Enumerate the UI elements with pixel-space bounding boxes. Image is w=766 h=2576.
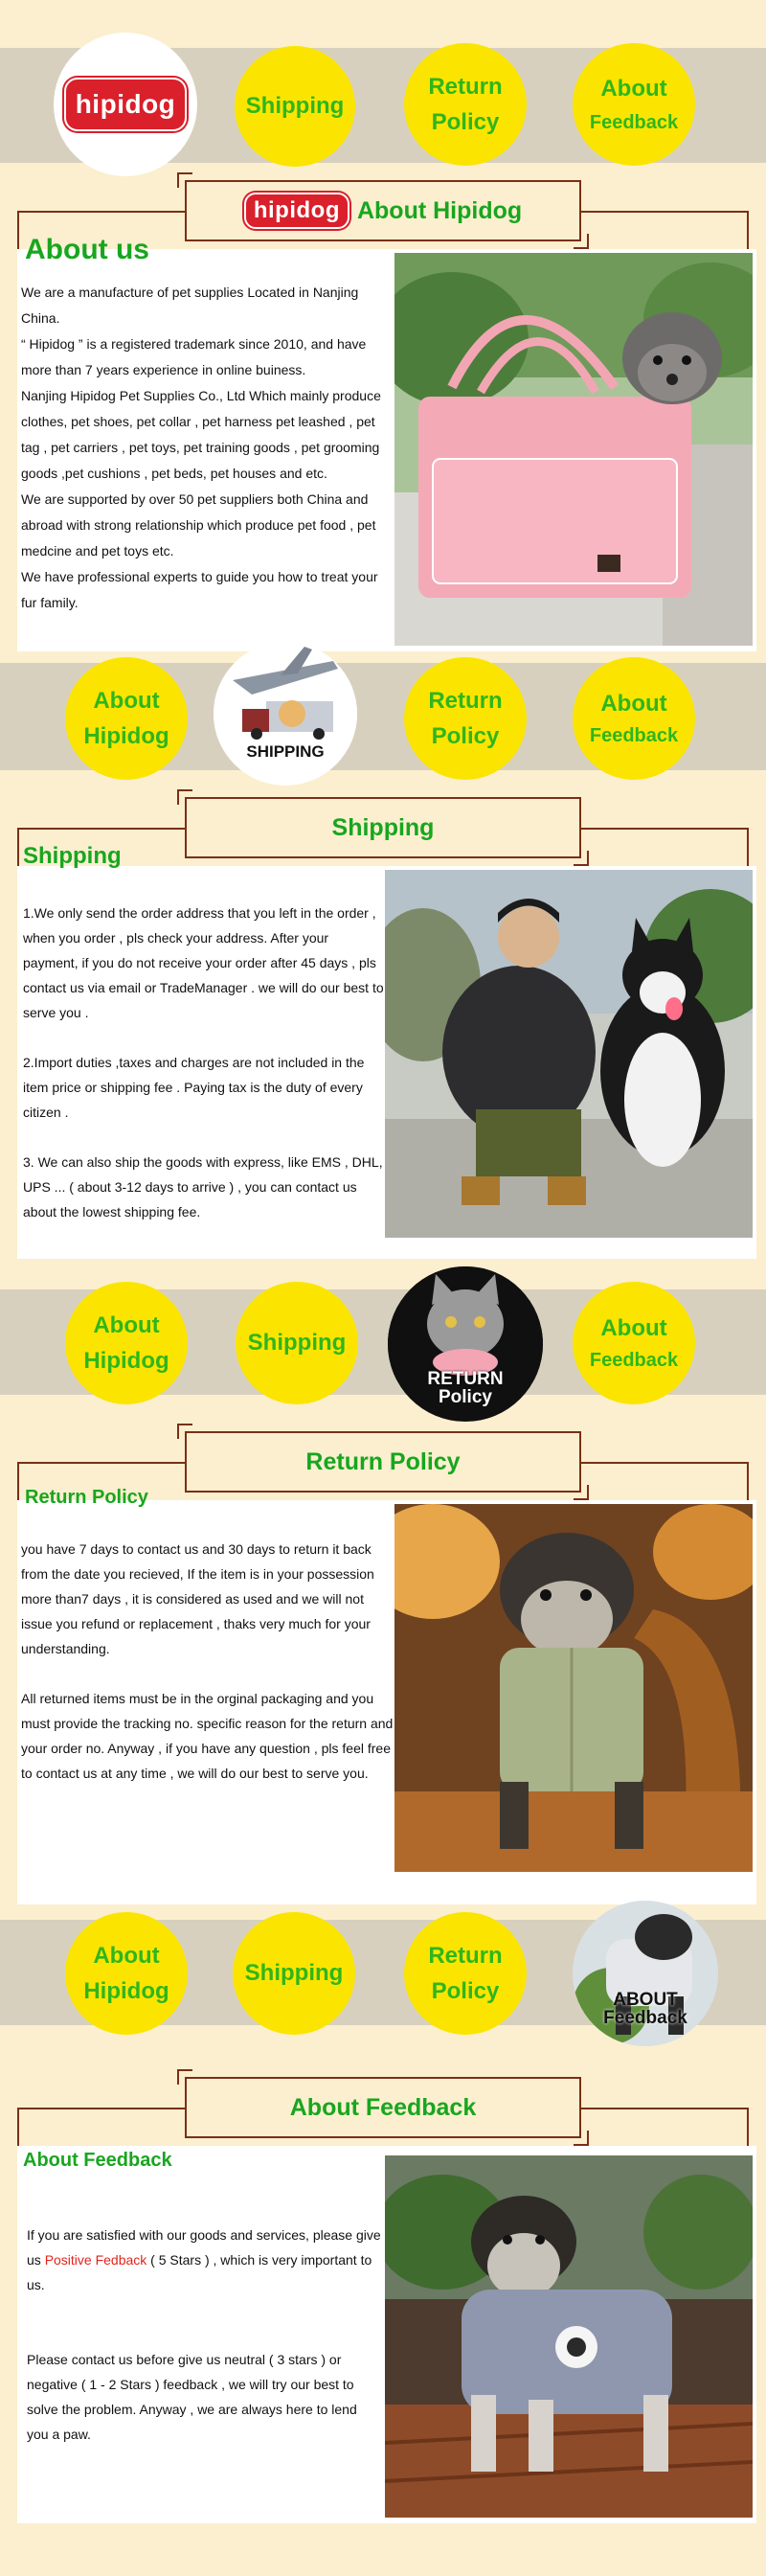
airplane-truck-icon: [214, 642, 357, 747]
return-photo-schnauzer: [394, 1504, 753, 1872]
divider: [581, 828, 749, 830]
nav-photo-label: ABOUT: [613, 1990, 678, 2010]
nav-label: Feedback: [589, 725, 679, 747]
section-title-box: [185, 797, 581, 858]
feedback-text: [27, 2223, 381, 2447]
nav-label: Feedback: [589, 1350, 679, 1372]
nav-about-feedback-3[interactable]: [573, 1282, 695, 1404]
hipidog-logo: hipidog: [244, 193, 349, 229]
nav-label: Return: [428, 687, 503, 714]
divider: [581, 211, 749, 213]
nav-label: About: [600, 75, 667, 102]
shipping-para: 1.We only send the order address that you left in the order , when you order , pls check your address. After your payment, if you do not receive your order after 45 days , pls contact us via email or TradeManager . we will do our best to serve you .: [23, 905, 384, 1020]
return-heading: Return Policy: [25, 1487, 148, 1508]
feedback-heading: About Feedback: [23, 2150, 172, 2171]
nav-label: Return: [428, 73, 503, 100]
nav-label: Hipidog: [83, 723, 169, 749]
nav-label: Hipidog: [83, 1348, 169, 1374]
hipidog-logo: hipidog: [64, 78, 188, 130]
nav-photo-label: SHIPPING: [246, 742, 325, 761]
return-para: All returned items must be in the orginal packaging and you must provide the tracking no. specific reason for the return and your order no. Anyway , if you have any question , pls feel free to contact us at any time , we will do our best to serve you.: [21, 1691, 394, 1781]
nav-about-1[interactable]: [573, 43, 695, 166]
return-para: you have 7 days to contact us and 30 days to return it back from the date you recieved, If the item is in your possession more than7 days , it is considered as used and we will not issue you refund or replacement , thaks very much for your understanding.: [21, 1541, 374, 1656]
nav-photo-label: RETURN: [427, 1369, 504, 1389]
shipping-photo-man-with-husky: [385, 870, 753, 1238]
divider: [17, 828, 185, 830]
section-title: About Hipidog: [356, 196, 523, 224]
nav-label: About: [93, 1311, 160, 1338]
nav-about-4[interactable]: [65, 1912, 188, 2035]
nav-label: Shipping: [247, 1330, 347, 1356]
nav-label: About: [600, 1314, 667, 1341]
nav-label: About: [93, 687, 160, 714]
section-title-box: [185, 2077, 581, 2138]
section-title-box: [185, 180, 581, 241]
feedback-para-1: [27, 2223, 381, 2297]
shipping-heading: Shipping: [23, 843, 122, 869]
nav-shipping-1[interactable]: [235, 46, 355, 167]
section-title: About Feedback: [289, 2093, 477, 2121]
nav-feedback-photo[interactable]: [573, 1901, 718, 2046]
divider: [17, 211, 185, 213]
nav-label: Feedback: [589, 112, 679, 134]
divider: [581, 2108, 749, 2109]
nav-shipping-4[interactable]: [233, 1912, 355, 2035]
nav-label: Shipping: [244, 1960, 344, 1987]
shipping-para: 2.Import duties ,taxes and charges are not included in the item price or shipping fee . Paying tax is the duty of every citizen .: [23, 1055, 365, 1120]
nav-label: Policy: [431, 109, 500, 135]
cat-icon: [388, 1266, 543, 1379]
about-line: “ Hipidog ” is a registered trademark since 2010, and have more than 7 years experience in online buiness.: [21, 336, 367, 377]
feedback-title-frame: [0, 2069, 766, 2146]
nav-label: Shipping: [245, 93, 345, 120]
nav-return-2[interactable]: [404, 657, 527, 780]
about-line: We have professional experts to guide you how to treat your fur family.: [21, 569, 378, 610]
section-title: Return Policy: [305, 1448, 461, 1475]
about-text: [21, 280, 393, 616]
divider: [17, 1462, 185, 1464]
nav-return-photo[interactable]: [388, 1266, 543, 1422]
nav-shipping-3[interactable]: [236, 1282, 358, 1404]
feedback-para-2: Please contact us before give us neutral ( 3 stars ) or negative ( 1 - 2 Stars ) feedback , we will try our best to solve the problem. Anyway , we are always here to lend you a paw.: [27, 2352, 357, 2442]
divider: [17, 2108, 185, 2109]
about-heading: About us: [25, 234, 149, 265]
feedback-text-run: ( 5 Stars ) , which is very important to us.: [27, 2252, 372, 2292]
nav-about-3[interactable]: [65, 1282, 188, 1404]
nav-return-4[interactable]: [404, 1912, 527, 2035]
nav-label: Hipidog: [83, 1978, 169, 2004]
shipping-text: [23, 900, 385, 1224]
feedback-text-run: If you are satisfied with our goods and services, please give us: [27, 2227, 381, 2268]
nav-about-feedback-2[interactable]: [573, 657, 695, 780]
nav-label: Policy: [431, 723, 500, 749]
section-title: Shipping: [331, 813, 435, 841]
divider: [581, 1462, 749, 1464]
section-title-box: [185, 1431, 581, 1493]
nav-photo-label: Policy: [439, 1387, 492, 1407]
nav-about-2[interactable]: [65, 657, 188, 780]
nav-label: Return: [428, 1942, 503, 1969]
nav-label: About: [600, 690, 667, 717]
about-photo-dog-in-bag: [394, 253, 753, 646]
about-line: Nanjing Hipidog Pet Supplies Co., Ltd Which mainly produce clothes, pet shoes, pet collar , pet harness pet leashed , pet tag , pet carriers , pet toys, pet training goods , pet grooming goods ,pet cushions , pet beds, pet houses and etc.: [21, 388, 381, 481]
feedback-photo-schnauzer-on-bench: [385, 2155, 753, 2518]
nav-label: Policy: [431, 1978, 500, 2004]
nav-photo-label: Feedback: [603, 2008, 687, 2028]
about-line: We are a manufacture of pet supplies Located in Nanjing China.: [21, 285, 359, 326]
shipping-para: 3. We can also ship the goods with express, like EMS , DHL, UPS ... ( about 3-12 days to arrive ) , you can contact us about the lowest shipping fee.: [23, 1154, 383, 1220]
nav-return-1[interactable]: [404, 43, 527, 166]
nav-label: About: [93, 1942, 160, 1969]
positive-feedback-highlight: Positive Fedback: [44, 2252, 147, 2268]
about-line: We are supported by over 50 pet suppliers both China and abroad with strong relationship which produce pet food , pet medcine and pet toys etc.: [21, 491, 376, 559]
return-text: [21, 1537, 394, 1786]
nav-shipping-photo[interactable]: [214, 642, 357, 786]
nav-logo-circle[interactable]: [54, 33, 197, 176]
